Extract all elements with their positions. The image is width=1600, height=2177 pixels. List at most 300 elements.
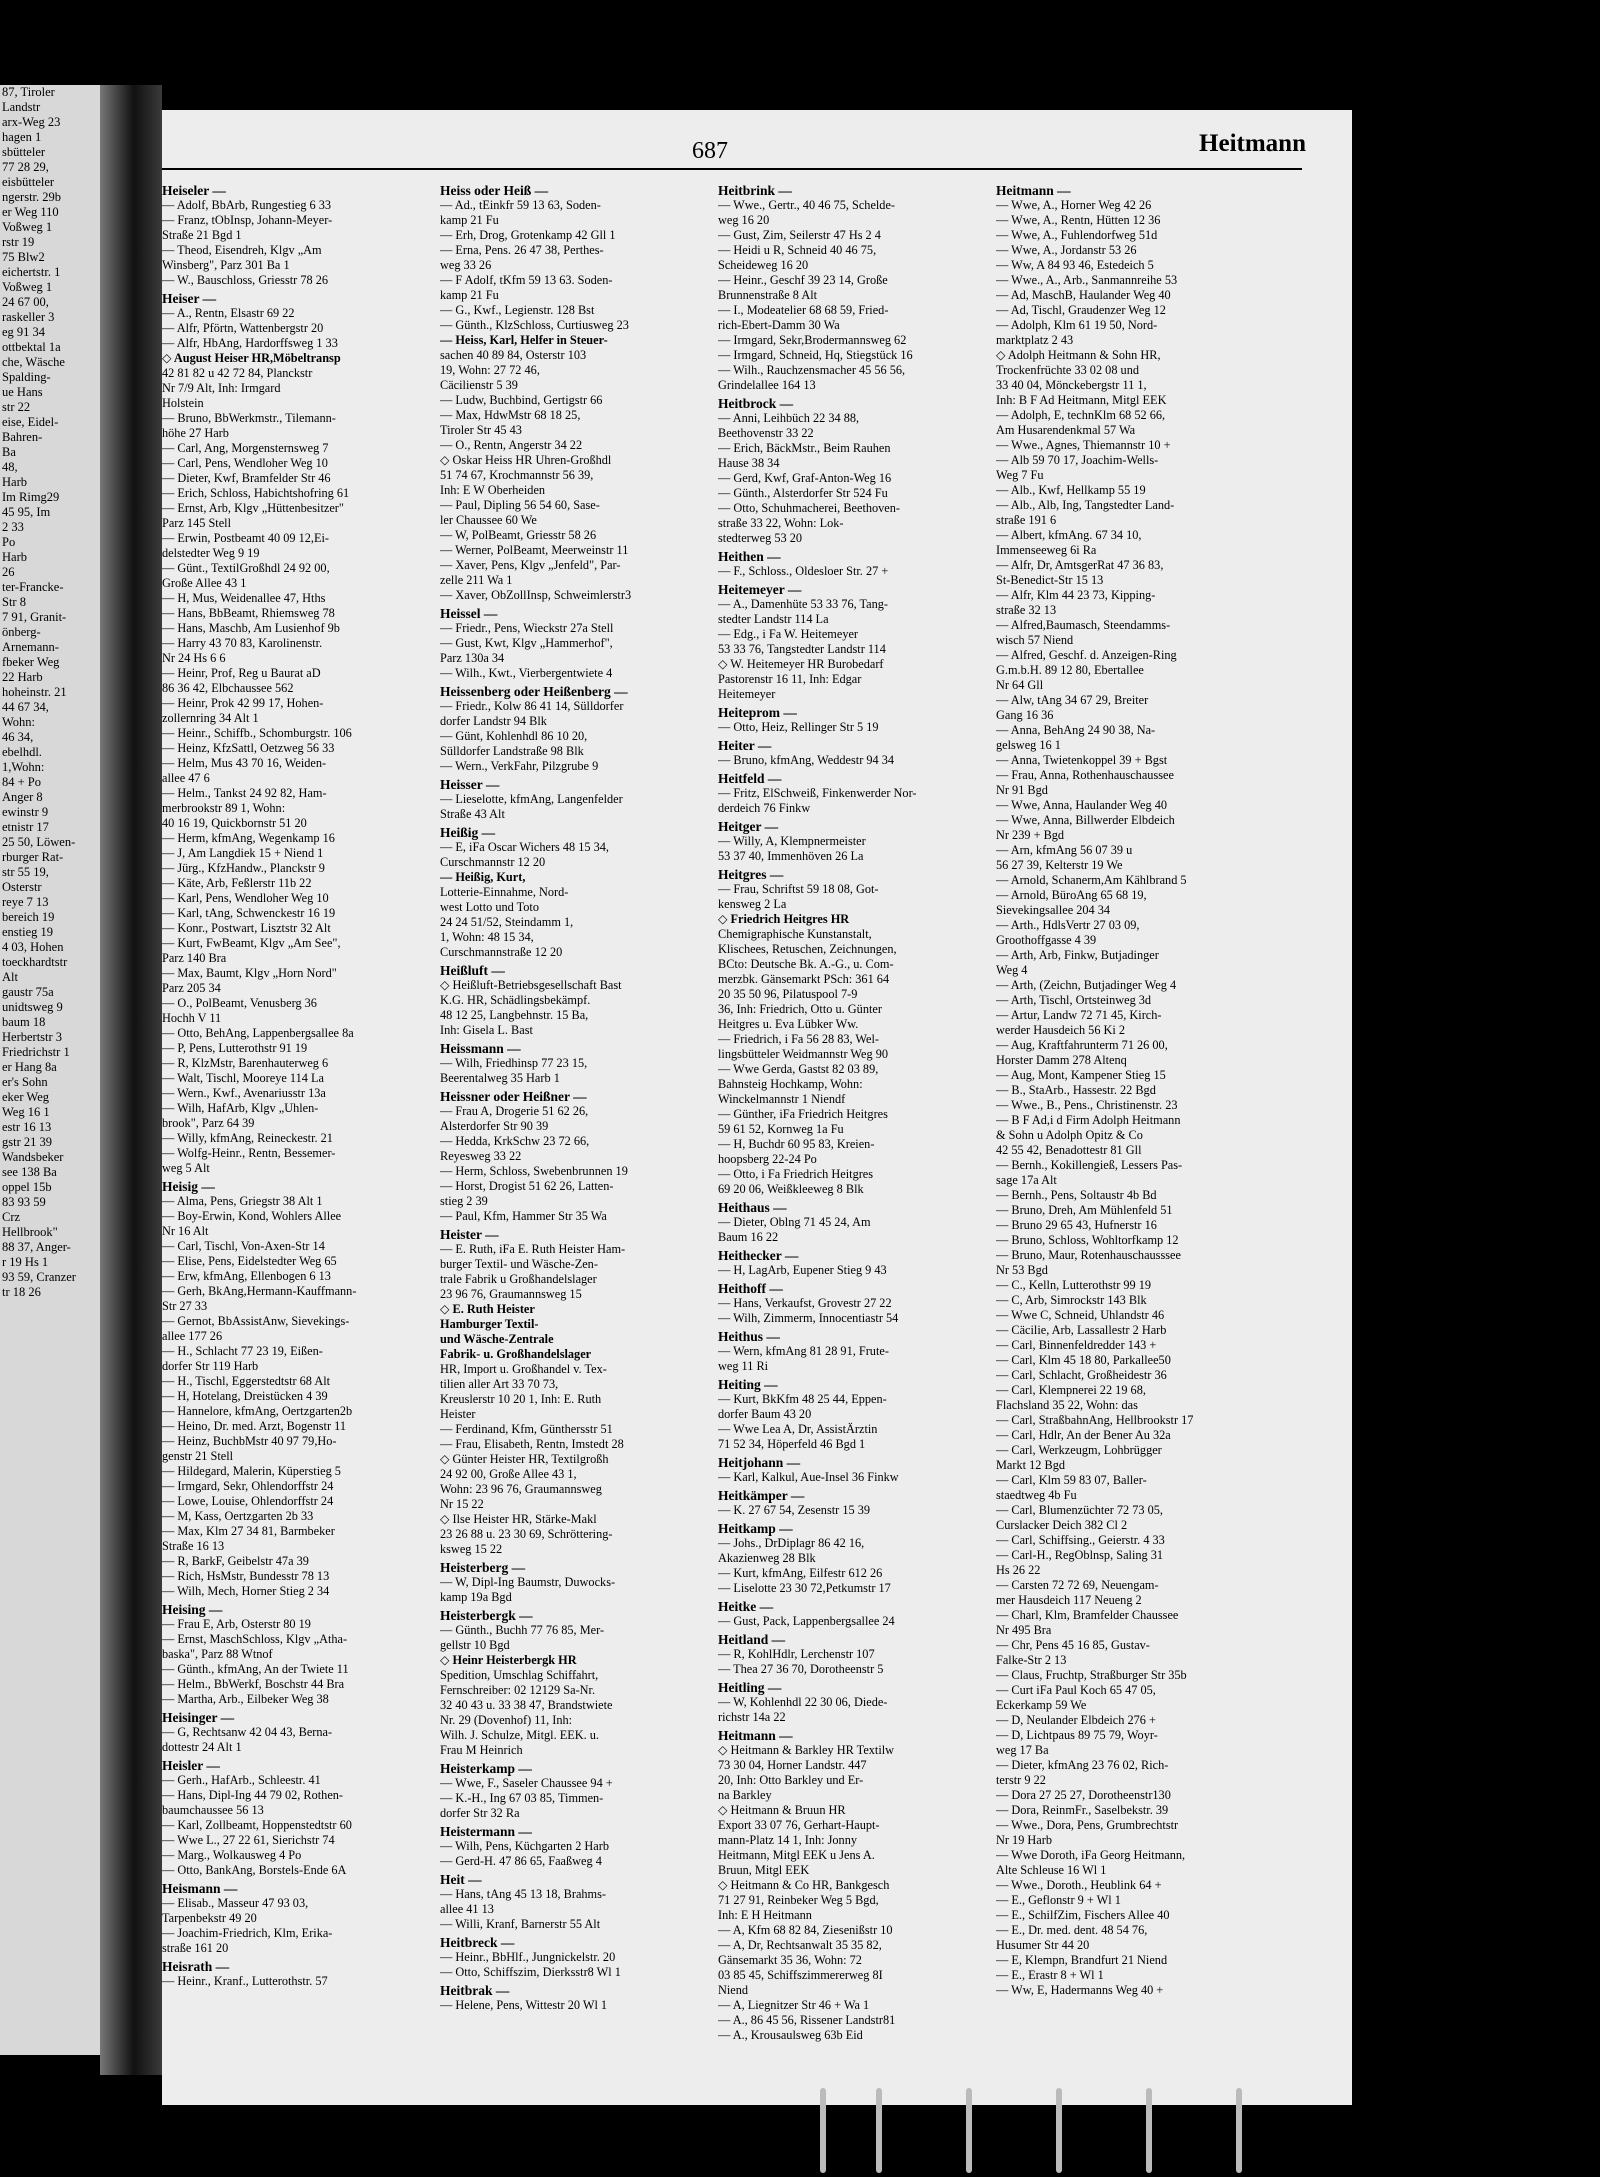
directory-entry-line: 56 27 39, Kelterstr 19 We	[996, 858, 1123, 872]
directory-entry-line: ◇ Adolph Heitmann & Sohn HR,	[996, 348, 1161, 362]
directory-entry-line: derdeich 76 Finkw	[718, 801, 811, 815]
directory-entry-line: — R, KohlHdlr, Lerchenstr 107	[718, 1647, 875, 1661]
directory-entry-line: ◇ E. Ruth Heister	[440, 1302, 535, 1316]
directory-entry-line: Parz 140 Bra	[162, 951, 227, 965]
directory-entry-line: — P, Pens, Lutterothstr 91 19	[162, 1041, 308, 1055]
surname-heading: Heithoff —	[718, 1281, 783, 1296]
surname-heading: Heisrath —	[162, 1959, 230, 1974]
directory-entry-line: — Günt., TextilGroßhdl 24 92 00,	[162, 561, 330, 575]
directory-entry-line: — Gust, Pack, Lappenbergsallee 24	[718, 1614, 895, 1628]
directory-entry-line: — Carl, Schiffsing., Geierstr. 4 33	[996, 1533, 1165, 1547]
left-page-edge	[0, 85, 100, 2055]
left-page-line: eichertstr. 1	[2, 265, 61, 279]
directory-entry-line: 03 85 45, Schiffszimmererweg 8I	[718, 1968, 883, 1982]
directory-entry-line: — Joachim-Friedrich, Klm, Erika-	[162, 1926, 333, 1940]
left-page-line: önberg-	[2, 625, 41, 639]
directory-entry-line: Nr 24 Hs 6 6	[162, 651, 226, 665]
left-page-line: che, Wäsche	[2, 355, 65, 369]
directory-entry-line: sage 17a Alt	[996, 1173, 1057, 1187]
surname-heading: Heitbrock —	[718, 396, 794, 411]
left-page-line: 2 33	[2, 520, 24, 534]
directory-entry-line: — H, Hotelang, Dreistücken 4 39	[162, 1389, 328, 1403]
directory-entry-line: Wohn: 23 96 76, Graumannsweg	[440, 1482, 602, 1496]
left-page-line: reye 7 13	[2, 895, 49, 909]
left-page-line: 25 50, Löwen-	[2, 835, 76, 849]
directory-entry-line: — Willy, kfmAng, Reineckestr. 21	[162, 1131, 333, 1145]
directory-entry-line: — E, iFa Oscar Wichers 48 15 34,	[440, 840, 610, 854]
directory-entry-line: — Frau A, Drogerie 51 62 26,	[440, 1104, 589, 1118]
directory-entry-line: — A., Damenhüte 53 33 76, Tang-	[718, 597, 889, 611]
directory-entry-line: — Charl, Klm, Bramfelder Chaussee	[996, 1608, 1179, 1622]
left-page-line: 75 Blw2	[2, 250, 45, 264]
directory-entry-line: 73 30 04, Horner Landstr. 447	[718, 1758, 867, 1772]
directory-entry-line: — Heinz, KfzSattl, Oetzweg 56 33	[162, 741, 335, 755]
directory-entry-line: — Hedda, KrkSchw 23 72 66,	[440, 1134, 590, 1148]
surname-heading: Heithaus —	[718, 1200, 787, 1215]
directory-entry-line: — C, Arb, Simrockstr 143 Blk	[996, 1293, 1147, 1307]
directory-entry-line: — Otto, BankAng, Borstels-Ende 6A	[162, 1863, 347, 1877]
left-page-line: etnistr 17	[2, 820, 49, 834]
directory-entry-line: — Carsten 72 72 69, Neuengam-	[996, 1578, 1159, 1592]
surname-heading: Heiseler —	[162, 183, 226, 198]
directory-entry-line: — Wwe., Dora, Pens, Grumbrechtstr	[996, 1818, 1179, 1832]
left-page-line: 46 34,	[2, 730, 34, 744]
directory-entry-line: — Helene, Pens, Wittestr 20 Wl 1	[440, 1998, 608, 2012]
directory-entry-line: — W, Kohlenhdl 22 30 06, Diede-	[718, 1695, 888, 1709]
directory-entry-line: — M, Kass, Oertzgarten 2b 33	[162, 1509, 314, 1523]
surname-heading: Heißluft —	[440, 963, 505, 978]
directory-entry-line: Winckelmannstr 1 Niendf	[718, 1092, 846, 1106]
directory-entry-line: — Thea 27 36 70, Dorotheenstr 5	[718, 1662, 884, 1676]
directory-entry-line: brook", Parz 64 39	[162, 1116, 255, 1130]
directory-entry-line: Große Allee 43 1	[162, 576, 247, 590]
directory-entry-line: na Barkley	[718, 1788, 772, 1802]
directory-entry-line: — K. 27 67 54, Zesenstr 15 39	[718, 1503, 870, 1517]
directory-entry-line: — Otto, BehAng, Lappenbergsallee 8a	[162, 1026, 354, 1040]
directory-entry-line: — Franz, tObInsp, Johann-Meyer-	[162, 213, 333, 227]
directory-entry-line: merzbk. Gänsemarkt PSch: 361 64	[718, 972, 890, 986]
directory-entry-line: — I., Modeatelier 68 68 59, Fried-	[718, 303, 889, 317]
directory-entry-line: Alte Schleuse 16 Wl 1	[996, 1863, 1107, 1877]
directory-entry-line: — K.-H., Ing 67 03 85, Timmen-	[440, 1791, 604, 1805]
directory-entry-line: Nr 53 Bgd	[996, 1263, 1048, 1277]
directory-entry-line: — Arth, (Zeichn, Butjadinger Weg 4	[996, 978, 1177, 992]
directory-entry-line: 1, Wohn: 48 15 34,	[440, 930, 534, 944]
directory-entry-line: Parz 205 34	[162, 981, 221, 995]
directory-entry-line: — Irmgard, Sekr,Brodermannsweg 62	[718, 333, 907, 347]
directory-entry-line: dorfer Str 119 Harb	[162, 1359, 259, 1373]
directory-entry-line: 53 33 76, Tangstedter Landstr 114	[718, 642, 886, 656]
directory-entry-line: — Fritz, ElSchweiß, Finkenwerder Nor-	[718, 786, 917, 800]
directory-entry-line: — Wern., VerkFahr, Pilzgrube 9	[440, 759, 599, 773]
directory-entry-line: Inh: Gisela L. Bast	[440, 1023, 533, 1037]
surname-heading: Heitger —	[718, 819, 779, 834]
directory-entry-line: ◇ Heitmann & Co HR, Bankgesch	[718, 1878, 890, 1892]
directory-entry-line: — Wilh, Mech, Horner Stieg 2 34	[162, 1584, 330, 1598]
directory-entry-line: terstr 9 22	[996, 1773, 1046, 1787]
directory-entry-line: ◇ Oskar Heiss HR Uhren-Großhdl	[440, 453, 612, 467]
directory-entry-line: — Wwe C, Schneid, Uhlandstr 46	[996, 1308, 1165, 1322]
directory-entry-line: — Elise, Pens, Eidelstedter Weg 65	[162, 1254, 337, 1268]
directory-entry-line: burger Textil- und Wäsche-Zen-	[440, 1257, 598, 1271]
left-page-line: Friedrichstr 1	[2, 1045, 70, 1059]
directory-entry-line: & Sohn u Adolph Opitz & Co	[996, 1128, 1143, 1142]
directory-entry-line: dorfer Landstr 94 Blk	[440, 714, 547, 728]
surname-heading: Heitbreck —	[440, 1935, 515, 1950]
left-page-line: ter-Francke-	[2, 580, 64, 594]
directory-entry-line: — Elisab., Masseur 47 93 03,	[162, 1896, 309, 1910]
directory-entry-line: — Wilh, Zimmerm, Innocentiastr 54	[718, 1311, 899, 1325]
directory-entry-line: Sievekingsallee 204 34	[996, 903, 1111, 917]
directory-entry-line: ◇ W. Heitemeyer HR Burobedarf	[718, 657, 884, 671]
directory-entry-line: Inh: B F Ad Heitmann, Mitgl EEK	[996, 393, 1167, 407]
directory-entry-line: Flachsland 35 22, Wohn: das	[996, 1398, 1138, 1412]
directory-entry-line: Beerentalweg 35 Harb 1	[440, 1071, 560, 1085]
directory-entry-line: — H, Mus, Weidenallee 47, Hths	[162, 591, 326, 605]
directory-entry-line: — Heinr., BbHlf., Jungnickelstr. 20	[440, 1950, 616, 1964]
directory-entry-line: — Carl, Ang, Morgensternsweg 7	[162, 441, 329, 455]
directory-entry-line: — Cäcilie, Arb, Lassallestr 2 Harb	[996, 1323, 1167, 1337]
surname-heading: Heitland —	[718, 1632, 786, 1647]
directory-entry-line: Eckerkamp 59 We	[996, 1698, 1087, 1712]
directory-entry-line: — Ludw, Buchbind, Gertigstr 66	[440, 393, 603, 407]
left-page-line: gaustr 75a	[2, 985, 54, 999]
directory-entry-line: Straße 21 Bgd 1	[162, 228, 242, 242]
directory-entry-line: Hause 38 34	[718, 456, 780, 470]
directory-entry-line: straße 33 22, Wohn: Lok-	[718, 516, 844, 530]
left-page-line: Landstr	[2, 100, 41, 114]
directory-entry-line: — Curt iFa Paul Koch 65 47 05,	[996, 1683, 1156, 1697]
directory-entry-line: allee 41 13	[440, 1902, 494, 1916]
directory-entry-line: — Karl, Zollbeamt, Hoppenstedtstr 60	[162, 1818, 352, 1832]
left-page-line: Weg 16 1	[2, 1105, 50, 1119]
directory-entry-line: — Martha, Arb., Eilbeker Weg 38	[162, 1692, 329, 1706]
directory-entry-line: Lotterie-Einnahme, Nord-	[440, 885, 569, 899]
directory-entry-line: Klischees, Retuschen, Zeichnungen,	[718, 942, 897, 956]
directory-entry-line: weg 33 26	[440, 258, 492, 272]
directory-entry-line: — Herm, kfmAng, Wegenkamp 16	[162, 831, 335, 845]
directory-entry-line: Nr 15 22	[440, 1497, 484, 1511]
directory-entry-line: Curslacker Deich 382 Cl 2	[996, 1518, 1128, 1532]
directory-entry-line: gellstr 10 Bgd	[440, 1638, 510, 1652]
directory-entry-line: — Carl-H., RegOblnsp, Saling 31	[996, 1548, 1164, 1562]
directory-entry-line: — H, LagArb, Eupener Stieg 9 43	[718, 1263, 887, 1277]
directory-entry-line: staedtweg 4b Fu	[996, 1488, 1077, 1502]
directory-entry-line: — Ww, A 84 93 46, Estedeich 5	[996, 258, 1154, 272]
directory-entry-line: — Carl, Blumenzüchter 72 73 05,	[996, 1503, 1163, 1517]
directory-entry-line: — Dieter, Kwf, Bramfelder Str 46	[162, 471, 331, 485]
directory-entry-line: — Anna, Twietenkoppel 39 + Bgst	[996, 753, 1168, 767]
directory-entry-line: Tarpenbekstr 49 20	[162, 1911, 257, 1925]
directory-entry-line: 23 96 76, Graumannsweg 15	[440, 1287, 582, 1301]
directory-entry-line: lingsbütteler Weidmannstr Weg 90	[718, 1047, 889, 1061]
directory-entry-line: — A., Rentn, Elsastr 69 22	[162, 306, 295, 320]
directory-entry-line: — Heinr., Kranf., Lutterothstr. 57	[162, 1974, 328, 1988]
directory-entry-line: ◇ August Heiser HR,Möbeltransp	[162, 351, 341, 365]
left-page-line: 88 37, Anger-	[2, 1240, 71, 1254]
left-page-line: 44 67 34,	[2, 700, 49, 714]
directory-entry-line: Nr. 29 (Dovenhof) 11, Inh:	[440, 1713, 573, 1727]
directory-entry-line: Niend	[718, 1983, 749, 1997]
directory-entry-line: sachen 40 89 84, Osterstr 103	[440, 348, 587, 362]
directory-entry-line: — Alfred,Baumasch, Steendamms-	[996, 618, 1171, 632]
directory-entry-line: — Alfr, Dr, AmtsgerRat 47 36 83,	[996, 558, 1164, 572]
directory-entry-line: — C., Kelln, Lutterothstr 99 19	[996, 1278, 1152, 1292]
left-page-line: er Hang 8a	[2, 1060, 57, 1074]
directory-entry-line: Weg 7 Fu	[996, 468, 1044, 482]
directory-entry-line: — H, Buchdr 60 95 83, Kreien-	[718, 1137, 875, 1151]
surname-heading: Heitmann —	[996, 183, 1071, 198]
left-page-line: raskeller 3	[2, 310, 55, 324]
directory-entry-line: Hochh V 11	[162, 1011, 222, 1025]
directory-entry-line: — Helm., Tankst 24 92 82, Ham-	[162, 786, 327, 800]
column-3	[718, 180, 988, 2043]
directory-entry-line: 24 24 51/52, Steindamm 1,	[440, 915, 574, 929]
directory-entry-line: straße 161 20	[162, 1941, 229, 1955]
left-page-line: 84 + Po	[2, 775, 42, 789]
directory-entry-line: — Käte, Arb, Feßlerstr 11b 22	[162, 876, 312, 890]
directory-entry-line: — Boy-Erwin, Kond, Wohlers Allee	[162, 1209, 342, 1223]
directory-entry-line: Heitemeyer	[718, 687, 776, 701]
book-gutter	[100, 85, 162, 2075]
left-page-line: oppel 15b	[2, 1180, 52, 1194]
directory-entry-line: — Lieselotte, kfmAng, Langenfelder	[440, 792, 623, 806]
surname-heading: Heithus —	[718, 1329, 780, 1344]
directory-entry-line: gelsweg 16 1	[996, 738, 1061, 752]
surname-heading: Heissmann —	[440, 1041, 521, 1056]
directory-entry-line: — Gernot, BbAssistAnw, Sievekings-	[162, 1314, 350, 1328]
directory-entry-line: — E., Erastr 8 + Wl 1	[996, 1968, 1104, 1982]
directory-entry-line: — A, Kfm 68 82 84, Ziesenißstr 10	[718, 1923, 893, 1937]
surname-heading: Heisig —	[162, 1179, 215, 1194]
left-page-line: Crz	[2, 1210, 21, 1224]
directory-entry-line: — E., SchilfZim, Fischers Allee 40	[996, 1908, 1170, 1922]
left-page-line: Harb	[2, 475, 27, 489]
directory-entry-line: — Wwe., Doroth., Heublink 64 +	[996, 1878, 1162, 1892]
directory-entry-line: — Aug, Mont, Kampener Stieg 15	[996, 1068, 1166, 1082]
directory-entry-line: — Wwe, F., Saseler Chaussee 94 +	[440, 1776, 613, 1790]
directory-entry-line: 48 12 25, Langbehnstr. 15 Ba,	[440, 1008, 589, 1022]
directory-entry-line: — Walt, Tischl, Mooreye 114 La	[162, 1071, 324, 1085]
directory-entry-line: — G, Rechtsanw 42 04 43, Berna-	[162, 1725, 333, 1739]
directory-entry-line: — Willy, A, Klempnermeister	[718, 834, 866, 848]
left-page-line: 1,Wohn:	[2, 760, 45, 774]
left-page-line: 45 95, Im	[2, 505, 51, 519]
surname-heading: Heitke —	[718, 1599, 774, 1614]
directory-entry-line: ◇ Heißluft-Betriebsgesellschaft Bast	[440, 978, 622, 992]
surname-heading: Heitling —	[718, 1680, 782, 1695]
directory-entry-line: mann-Platz 14 1, Inh: Jonny	[718, 1833, 858, 1847]
directory-entry-line: ksweg 15 22	[440, 1542, 503, 1556]
directory-entry-line: — Wilh., Kwt., Vierbergentwiete 4	[440, 666, 613, 680]
directory-entry-line: — J, Am Langdiek 15 + Niend 1	[162, 846, 324, 860]
directory-entry-line: — R, KlzMstr, Barenhauterweg 6	[162, 1056, 329, 1070]
directory-entry-line: — Hans, BbBeamt, Rhiemsweg 78	[162, 606, 335, 620]
directory-entry-line: — Irmgard, Schneid, Hq, Stiegstück 16	[718, 348, 913, 362]
directory-entry-line: Sülldorfer Landstraße 98 Blk	[440, 744, 584, 758]
directory-entry-line: tilien aller Art 33 70 73,	[440, 1377, 559, 1391]
directory-entry-line: weg 16 20	[718, 213, 770, 227]
directory-entry-line: — Paul, Kfm, Hammer Str 35 Wa	[440, 1209, 607, 1223]
directory-entry-line: Str 27 33	[162, 1299, 208, 1313]
left-page-line: ottbektal 1a	[2, 340, 61, 354]
directory-entry-line: — Dieter, kfmAng 23 76 02, Rich-	[996, 1758, 1169, 1772]
directory-entry-line: — Heinr., Schiffb., Schomburgstr. 106	[162, 726, 352, 740]
directory-entry-line: 20, Inh: Otto Barkley und Er-	[718, 1773, 864, 1787]
directory-entry-line: — Friedr., Kolw 86 41 14, Sülldorfer	[440, 699, 624, 713]
left-page-line: Harb	[2, 550, 27, 564]
directory-entry-line: — Wilh, HafArb, Klgv „Uhlen-	[162, 1101, 319, 1115]
directory-entry-line: — O., PolBeamt, Venusberg 36	[162, 996, 317, 1010]
directory-entry-line: — Friedrich, i Fa 56 28 83, Wel-	[718, 1032, 880, 1046]
directory-entry-line: — Carl, Binnenfeldredder 143 +	[996, 1338, 1157, 1352]
left-page-line: Str 8	[2, 595, 26, 609]
directory-entry-line: — H., Schlacht 77 23 19, Eißen-	[162, 1344, 323, 1358]
directory-entry-line: weg 11 Ri	[718, 1359, 769, 1373]
left-page-line: 48,	[2, 460, 18, 474]
surname-heading: Heiser —	[162, 291, 217, 306]
directory-entry-line: delstedter Weg 9 19	[162, 546, 260, 560]
directory-entry-line: — O., Rentn, Angerstr 34 22	[440, 438, 583, 452]
surname-heading: Heissenberg oder Heißenberg —	[440, 684, 628, 699]
directory-entry-line: — Max, Klm 27 34 81, Barmbeker	[162, 1524, 335, 1538]
directory-entry-line: — Bernh., Kokillengieß, Lessers Pas-	[996, 1158, 1183, 1172]
directory-entry-line: — Aug, Kraftfahrunterm 71 26 00,	[996, 1038, 1168, 1052]
directory-entry-line: — Dora, ReinmFr., Saselbekstr. 39	[996, 1803, 1169, 1817]
directory-entry-line: Reyesweg 33 22	[440, 1149, 522, 1163]
directory-entry-line: Inh: E W Oberheiden	[440, 483, 546, 497]
left-page-line: er Weg 110	[2, 205, 59, 219]
directory-entry-line: — Ww, E, Hadermanns Weg 40 +	[996, 1983, 1164, 1997]
directory-entry-line: — F Adolf, tKfm 59 13 63. Soden-	[440, 273, 613, 287]
directory-entry-line: Heitgres u. Eva Lübker Ww.	[718, 1017, 859, 1031]
surname-heading: Heister —	[440, 1227, 499, 1242]
directory-entry-line: hoopsberg 22-24 Po	[718, 1152, 817, 1166]
column-4	[996, 180, 1286, 1998]
directory-entry-line: — A., Krousaulsweg 63b Eid	[718, 2028, 863, 2042]
directory-entry-line: — Lowe, Louise, Ohlendorffstr 24	[162, 1494, 334, 1508]
left-page-line: 83 93 59	[2, 1195, 46, 1209]
directory-entry-line: — Irmgard, Sekr, Ohlendorffstr 24	[162, 1479, 334, 1493]
directory-entry-line: Nr 239 + Bgd	[996, 828, 1065, 842]
directory-entry-line: west Lotto und Toto	[440, 900, 539, 914]
directory-entry-line: Frau M Heinrich	[440, 1743, 523, 1757]
directory-entry-line: — H., Tischl, Eggerstedtstr 68 Alt	[162, 1374, 331, 1388]
directory-entry-line: — Liselotte 23 30 72,Petkumstr 17	[718, 1581, 891, 1595]
directory-entry-line: — Bruno, kfmAng, Weddestr 94 34	[718, 753, 895, 767]
directory-entry-line: — Hans, Dipl-Ing 44 79 02, Rothen-	[162, 1788, 344, 1802]
directory-entry-line: — Gust, Zim, Seilerstr 47 Hs 2 4	[718, 228, 881, 242]
directory-entry-line: Tiroler Str 45 43	[440, 423, 522, 437]
surname-heading: Heissner oder Heißner —	[440, 1089, 587, 1104]
left-page-line: Bahren-	[2, 430, 43, 444]
directory-entry-line: Curschmannstr 12 20	[440, 855, 546, 869]
directory-entry-line: Hamburger Textil-	[440, 1317, 539, 1331]
directory-entry-line: — Edg., i Fa W. Heitemeyer	[718, 627, 859, 641]
directory-entry-line: — Hans, Verkaufst, Grovestr 27 22	[718, 1296, 892, 1310]
directory-entry-line: — G., Kwf., Legienstr. 128 Bst	[440, 303, 595, 317]
left-page-line: ebelhdl.	[2, 745, 42, 759]
directory-entry-line: — Dora 27 25 27, Dorotheenstr130	[996, 1788, 1171, 1802]
directory-entry-line: — Gerd, Kwf, Graf-Anton-Weg 16	[718, 471, 892, 485]
directory-entry-line: — Alfr, Klm 44 23 73, Kipping-	[996, 588, 1156, 602]
left-page-line: eise, Eidel-	[2, 415, 59, 429]
directory-entry-line: — Arth, Tischl, Ortsteinweg 3d	[996, 993, 1152, 1007]
directory-entry-line: stieg 2 39	[440, 1194, 488, 1208]
directory-entry-line: Heister	[440, 1407, 476, 1421]
directory-entry-line: — Claus, Fruchtp, Straßburger Str 35b	[996, 1668, 1187, 1682]
surname-heading: Heitjohann —	[718, 1455, 801, 1470]
directory-entry-line: Nr 19 Harb	[996, 1833, 1053, 1847]
directory-entry-line: — Hans, tAng 45 13 18, Brahms-	[440, 1887, 606, 1901]
directory-entry-line: — E, Klempn, Brandfurt 21 Niend	[996, 1953, 1168, 1967]
directory-entry-line: — Carl, Tischl, Von-Axen-Str 14	[162, 1239, 325, 1253]
directory-entry-line: Gang 16 36	[996, 708, 1054, 722]
directory-entry-line: Beethovenstr 33 22	[718, 426, 814, 440]
directory-entry-line: — Max, Baumt, Klgv „Horn Nord"	[162, 966, 337, 980]
left-page-line: ue Hans	[2, 385, 43, 399]
directory-entry-line: BCto: Deutsche Bk. A.-G., u. Com-	[718, 957, 894, 971]
left-page-line: 24 67 00,	[2, 295, 49, 309]
directory-entry-line: — D, Lichtpaus 89 75 79, Woyr-	[996, 1728, 1158, 1742]
directory-entry-line: straße 32 13	[996, 603, 1057, 617]
directory-entry-line: — Erh, Drog, Grotenkamp 42 Gll 1	[440, 228, 616, 242]
directory-entry-line: — Heinr, Prok 42 99 17, Hohen-	[162, 696, 324, 710]
surname-heading: Heismann —	[162, 1881, 238, 1896]
directory-entry-line: ◇ Friedrich Heitgres HR	[718, 912, 850, 926]
directory-entry-line: Trockenfrüchte 33 02 08 und	[996, 363, 1139, 377]
directory-entry-line: — Carl, Schlacht, Großheidestr 36	[996, 1368, 1167, 1382]
directory-entry-line: Export 33 07 76, Gerhart-Haupt-	[718, 1818, 880, 1832]
directory-entry-line: — Kurt, BkKfm 48 25 44, Eppen-	[718, 1392, 887, 1406]
column-1	[162, 180, 432, 1989]
left-page-line: bereich 19	[2, 910, 55, 924]
left-page-line: 7 91, Granit-	[2, 610, 67, 624]
directory-entry-line: Holstein	[162, 396, 204, 410]
directory-entry-line: — B F Ad,i d Firm Adolph Heitmann	[996, 1113, 1181, 1127]
directory-entry-line: Curschmannstraße 12 20	[440, 945, 563, 959]
directory-entry-line: — Günth., kfmAng, An der Twiete 11	[162, 1662, 349, 1676]
surname-heading: Heit —	[440, 1872, 482, 1887]
directory-entry-line: — Wwe Gerda, Gastst 82 03 89,	[718, 1062, 879, 1076]
directory-entry-line: richstr 14a 22	[718, 1710, 786, 1724]
directory-entry-line: — Kurt, kfmAng, Eilfestr 612 26	[718, 1566, 883, 1580]
directory-entry-line: baska", Parz 88 Wtnof	[162, 1647, 273, 1661]
directory-entry-line: — Harry 43 70 83, Karolinenstr.	[162, 636, 323, 650]
directory-entry-line: Nr 7/9 Alt, Inh: Irmgard	[162, 381, 281, 395]
directory-entry-line: — Heiss, Karl, Helfer in Steuer-	[440, 333, 608, 347]
directory-entry-line: Markt 12 Bgd	[996, 1458, 1065, 1472]
directory-entry-line: — Marg., Wolkausweg 4 Po	[162, 1848, 302, 1862]
directory-entry-line: — Wilh, Pens, Küchgarten 2 Harb	[440, 1839, 610, 1853]
directory-entry-line: Wilh. J. Schulze, Mitgl. EEK. u.	[440, 1728, 600, 1742]
directory-entry-line: — Alfr, HbAng, Hardorffsweg 1 33	[162, 336, 338, 350]
directory-entry-line: Hs 26 22	[996, 1563, 1041, 1577]
directory-entry-line: Parz 145 Stell	[162, 516, 231, 530]
directory-entry-line: Husumer Str 44 20	[996, 1938, 1090, 1952]
directory-entry-line: kensweg 2 La	[718, 897, 787, 911]
surname-heading: Heisterberg —	[440, 1560, 526, 1575]
directory-entry-line: 32 40 43 u. 33 38 47, Brandstwiete	[440, 1698, 613, 1712]
directory-entry-line: — Bruno, Dreh, Am Mühlenfeld 51	[996, 1203, 1173, 1217]
directory-entry-line: — Arnold, BüroAng 65 68 19,	[996, 888, 1147, 902]
directory-entry-line: — Herm, Schloss, Swebenbrunnen 19	[440, 1164, 628, 1178]
directory-entry-line: Akazienweg 28 Blk	[718, 1551, 816, 1565]
directory-entry-line: — W, Dipl-Ing Baumstr, Duwocks-	[440, 1575, 616, 1589]
directory-entry-line: — Otto, Schiffszim, Dierksstr8 Wl 1	[440, 1965, 621, 1979]
left-page-line: r 19 Hs 1	[2, 1255, 49, 1269]
running-head: Heitmann	[1199, 130, 1306, 157]
